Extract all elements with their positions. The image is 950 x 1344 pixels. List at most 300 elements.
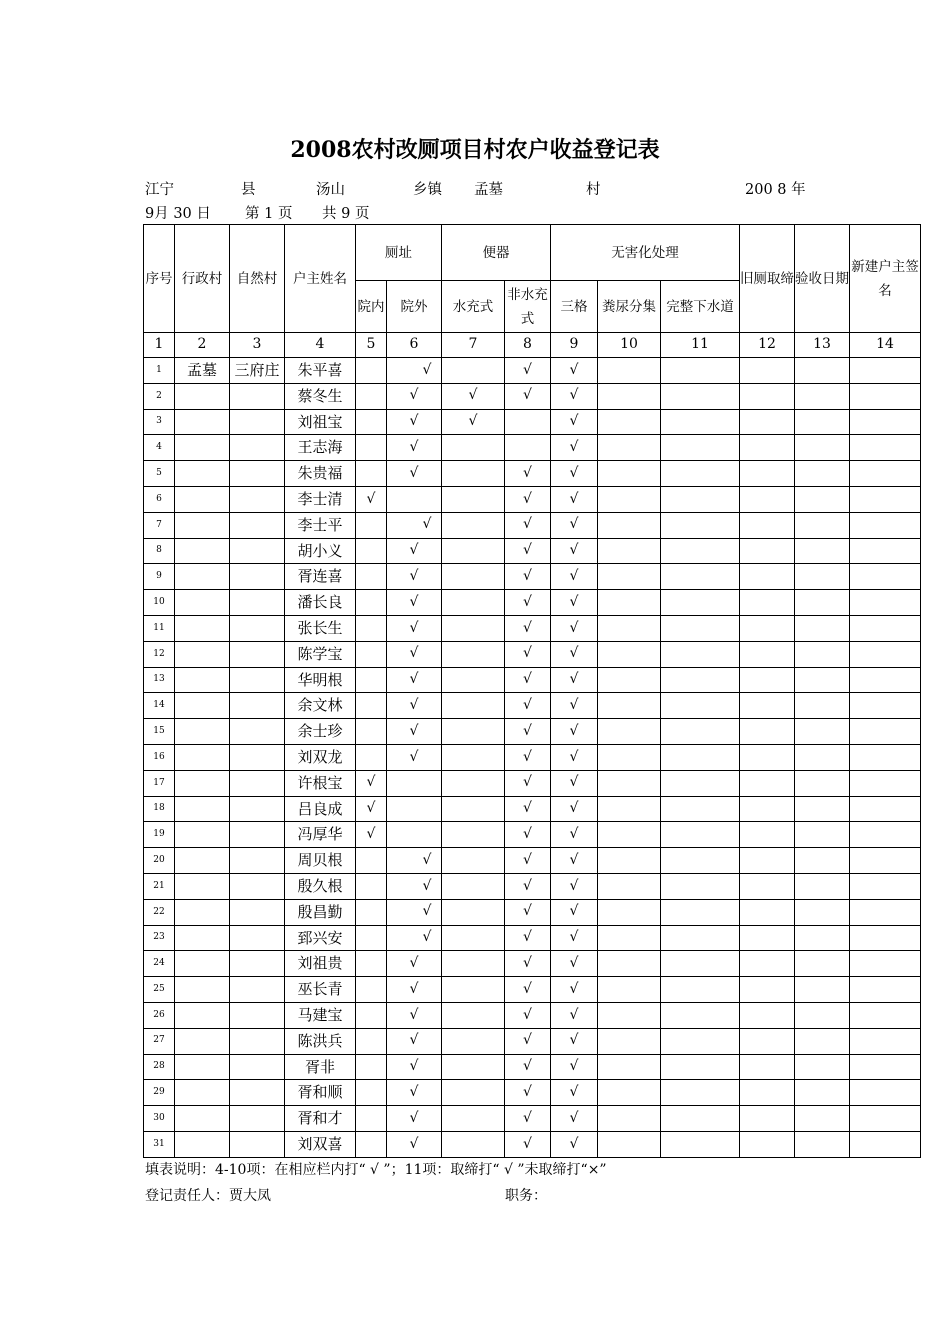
flush-cell	[442, 899, 505, 925]
non-flush-cell: √	[505, 848, 551, 874]
owner-name-cell: 朱平喜	[285, 358, 356, 384]
natural-village-cell	[230, 1002, 285, 1028]
sewer-cell	[661, 486, 740, 512]
admin-village-cell	[175, 719, 230, 745]
signature-cell	[850, 822, 921, 848]
urine-separation-cell	[598, 564, 661, 590]
old-toilet-removed-cell	[740, 796, 795, 822]
urine-separation-cell	[598, 1054, 661, 1080]
old-toilet-removed-cell	[740, 512, 795, 538]
natural-village-cell	[230, 1106, 285, 1132]
table-row	[144, 925, 921, 951]
table-row	[144, 358, 921, 384]
row-number: 15	[144, 719, 175, 745]
non-flush-cell: √	[505, 1080, 551, 1106]
flush-cell	[442, 770, 505, 796]
signature-cell	[850, 486, 921, 512]
three-cell-cell: √	[551, 770, 598, 796]
table-row	[144, 538, 921, 564]
owner-name-cell: 胥和顺	[285, 1080, 356, 1106]
admin-village-cell	[175, 590, 230, 616]
old-toilet-removed-cell	[740, 822, 795, 848]
old-toilet-removed-cell	[740, 977, 795, 1003]
old-toilet-removed-cell	[740, 1131, 795, 1157]
toilet-outside-cell: √	[387, 1080, 442, 1106]
signature-cell	[850, 435, 921, 461]
non-flush-cell: √	[505, 1002, 551, 1028]
header-admin-village: 行政村	[175, 225, 230, 333]
header-owner-name: 户主姓名	[285, 225, 356, 333]
natural-village-cell	[230, 409, 285, 435]
natural-village-cell	[230, 512, 285, 538]
admin-village-cell	[175, 899, 230, 925]
table-row	[144, 719, 921, 745]
signature-cell	[850, 564, 921, 590]
header-acceptance-date: 验收日期	[795, 225, 850, 333]
acceptance-date-cell	[795, 538, 850, 564]
flush-cell	[442, 925, 505, 951]
urine-separation-cell	[598, 615, 661, 641]
non-flush-cell: √	[505, 719, 551, 745]
urine-separation-cell	[598, 358, 661, 384]
row-number: 9	[144, 564, 175, 590]
natural-village-cell	[230, 744, 285, 770]
column-number: 10	[598, 333, 661, 358]
toilet-outside-cell: √	[387, 615, 442, 641]
row-number: 13	[144, 667, 175, 693]
owner-name-cell: 余士珍	[285, 719, 356, 745]
signature-cell	[850, 1054, 921, 1080]
date-text: 9月 30 日	[145, 206, 211, 222]
toilet-outside-cell: √	[387, 951, 442, 977]
toilet-outside-cell: √	[387, 538, 442, 564]
admin-village-cell	[175, 564, 230, 590]
old-toilet-removed-cell	[740, 744, 795, 770]
sewer-cell	[661, 1080, 740, 1106]
toilet-outside-cell	[387, 770, 442, 796]
toilet-inside-cell: √	[356, 796, 387, 822]
signature-cell	[850, 461, 921, 487]
acceptance-date-cell	[795, 409, 850, 435]
toilet-inside-cell	[356, 951, 387, 977]
table-row	[144, 822, 921, 848]
signature-cell	[850, 744, 921, 770]
old-toilet-removed-cell	[740, 719, 795, 745]
natural-village-cell: 三府庄	[230, 358, 285, 384]
admin-village-cell	[175, 486, 230, 512]
sewer-cell	[661, 899, 740, 925]
natural-village-cell	[230, 383, 285, 409]
non-flush-cell	[505, 435, 551, 461]
flush-cell	[442, 873, 505, 899]
sewer-cell	[661, 383, 740, 409]
urine-separation-cell	[598, 770, 661, 796]
sewer-cell	[661, 358, 740, 384]
owner-name-cell: 潘长良	[285, 590, 356, 616]
row-number: 25	[144, 977, 175, 1003]
header-toilet-inside: 院内	[356, 281, 387, 333]
urine-separation-cell	[598, 693, 661, 719]
signature-cell	[850, 1080, 921, 1106]
toilet-outside-cell	[387, 796, 442, 822]
non-flush-cell: √	[505, 512, 551, 538]
admin-village-cell	[175, 822, 230, 848]
toilet-inside-cell	[356, 848, 387, 874]
old-toilet-removed-cell	[740, 873, 795, 899]
row-number: 6	[144, 486, 175, 512]
signature-cell	[850, 641, 921, 667]
signature-cell	[850, 848, 921, 874]
toilet-outside-cell: √	[387, 512, 442, 538]
flush-cell	[442, 977, 505, 1003]
header-flush-type: 水充式	[442, 281, 505, 333]
old-toilet-removed-cell	[740, 409, 795, 435]
table-row	[144, 383, 921, 409]
header-old-toilet-removed: 旧厕取缔	[740, 225, 795, 333]
three-cell-cell: √	[551, 899, 598, 925]
old-toilet-removed-cell	[740, 615, 795, 641]
flush-cell: √	[442, 383, 505, 409]
acceptance-date-cell	[795, 435, 850, 461]
sewer-cell	[661, 590, 740, 616]
three-cell-cell: √	[551, 925, 598, 951]
admin-village-cell	[175, 796, 230, 822]
non-flush-cell: √	[505, 822, 551, 848]
acceptance-date-cell	[795, 486, 850, 512]
toilet-outside-cell: √	[387, 564, 442, 590]
column-number: 4	[285, 333, 356, 358]
flush-cell	[442, 744, 505, 770]
table-row	[144, 693, 921, 719]
admin-village-cell	[175, 538, 230, 564]
owner-name-cell: 吕良成	[285, 796, 356, 822]
column-number-row	[144, 333, 921, 358]
old-toilet-removed-cell	[740, 848, 795, 874]
three-cell-cell: √	[551, 848, 598, 874]
table-row	[144, 1131, 921, 1157]
toilet-inside-cell	[356, 538, 387, 564]
toilet-inside-cell	[356, 1131, 387, 1157]
flush-cell	[442, 538, 505, 564]
urine-separation-cell	[598, 1002, 661, 1028]
acceptance-date-cell	[795, 358, 850, 384]
acceptance-date-cell	[795, 1002, 850, 1028]
flush-cell	[442, 1028, 505, 1054]
natural-village-cell	[230, 538, 285, 564]
registrar: 登记责任人：贾大凤	[145, 1188, 271, 1204]
signature-cell	[850, 1106, 921, 1132]
owner-name-cell: 李士平	[285, 512, 356, 538]
natural-village-cell	[230, 951, 285, 977]
urine-separation-cell	[598, 409, 661, 435]
owner-name-cell: 刘祖宝	[285, 409, 356, 435]
flush-cell	[442, 1054, 505, 1080]
sewer-cell	[661, 925, 740, 951]
sewer-cell	[661, 667, 740, 693]
table-row	[144, 1106, 921, 1132]
toilet-inside-cell	[356, 977, 387, 1003]
sewer-cell	[661, 409, 740, 435]
owner-name-cell: 张长生	[285, 615, 356, 641]
village-label: 村	[586, 182, 601, 198]
row-number: 24	[144, 951, 175, 977]
row-number: 17	[144, 770, 175, 796]
old-toilet-removed-cell	[740, 358, 795, 384]
non-flush-cell: √	[505, 951, 551, 977]
row-number: 29	[144, 1080, 175, 1106]
column-number: 5	[356, 333, 387, 358]
row-number: 20	[144, 848, 175, 874]
signature-cell	[850, 1002, 921, 1028]
sewer-cell	[661, 951, 740, 977]
acceptance-date-cell	[795, 796, 850, 822]
urine-separation-cell	[598, 873, 661, 899]
row-number: 16	[144, 744, 175, 770]
old-toilet-removed-cell	[740, 899, 795, 925]
urine-separation-cell	[598, 667, 661, 693]
toilet-inside-cell	[356, 641, 387, 667]
owner-name-cell: 郅兴安	[285, 925, 356, 951]
column-number: 11	[661, 333, 740, 358]
sewer-cell	[661, 1002, 740, 1028]
three-cell-cell: √	[551, 1131, 598, 1157]
old-toilet-removed-cell	[740, 1002, 795, 1028]
sewer-cell	[661, 1028, 740, 1054]
toilet-inside-cell	[356, 358, 387, 384]
sewer-cell	[661, 1131, 740, 1157]
sewer-cell	[661, 977, 740, 1003]
flush-cell	[442, 461, 505, 487]
toilet-inside-cell	[356, 873, 387, 899]
village-name: 孟墓	[474, 182, 503, 198]
three-cell-cell: √	[551, 512, 598, 538]
urine-separation-cell	[598, 461, 661, 487]
three-cell-cell: √	[551, 486, 598, 512]
natural-village-cell	[230, 848, 285, 874]
non-flush-cell: √	[505, 641, 551, 667]
admin-village-cell	[175, 667, 230, 693]
signature-cell	[850, 512, 921, 538]
non-flush-cell: √	[505, 873, 551, 899]
flush-cell	[442, 615, 505, 641]
row-number: 18	[144, 796, 175, 822]
row-number: 3	[144, 409, 175, 435]
three-cell-cell: √	[551, 977, 598, 1003]
row-number: 19	[144, 822, 175, 848]
urine-separation-cell	[598, 951, 661, 977]
signature-cell	[850, 590, 921, 616]
signature-cell	[850, 615, 921, 641]
toilet-outside-cell: √	[387, 744, 442, 770]
urine-separation-cell	[598, 435, 661, 461]
old-toilet-removed-cell	[740, 770, 795, 796]
toilet-outside-cell: √	[387, 409, 442, 435]
three-cell-cell: √	[551, 641, 598, 667]
toilet-inside-cell	[356, 719, 387, 745]
row-number: 7	[144, 512, 175, 538]
admin-village-cell	[175, 1028, 230, 1054]
table-row	[144, 848, 921, 874]
signature-cell	[850, 1028, 921, 1054]
toilet-inside-cell	[356, 590, 387, 616]
acceptance-date-cell	[795, 1131, 850, 1157]
page-number: 第 1 页	[245, 206, 293, 222]
year-text: 200 8 年	[745, 182, 806, 198]
toilet-inside-cell	[356, 435, 387, 461]
natural-village-cell	[230, 1028, 285, 1054]
toilet-inside-cell	[356, 1002, 387, 1028]
toilet-outside-cell: √	[387, 1054, 442, 1080]
column-number: 7	[442, 333, 505, 358]
natural-village-cell	[230, 590, 285, 616]
toilet-outside-cell	[387, 822, 442, 848]
toilet-inside-cell	[356, 1080, 387, 1106]
owner-name-cell: 冯厚华	[285, 822, 356, 848]
owner-name-cell: 华明根	[285, 667, 356, 693]
acceptance-date-cell	[795, 461, 850, 487]
row-number: 10	[144, 590, 175, 616]
flush-cell	[442, 641, 505, 667]
natural-village-cell	[230, 1054, 285, 1080]
natural-village-cell	[230, 435, 285, 461]
acceptance-date-cell	[795, 899, 850, 925]
toilet-outside-cell: √	[387, 719, 442, 745]
admin-village-cell	[175, 409, 230, 435]
sewer-cell	[661, 719, 740, 745]
flush-cell	[442, 951, 505, 977]
toilet-outside-cell: √	[387, 977, 442, 1003]
non-flush-cell: √	[505, 1106, 551, 1132]
owner-name-cell: 殷久根	[285, 873, 356, 899]
natural-village-cell	[230, 899, 285, 925]
owner-name-cell: 巫长青	[285, 977, 356, 1003]
urine-separation-cell	[598, 590, 661, 616]
flush-cell	[442, 358, 505, 384]
urine-separation-cell	[598, 899, 661, 925]
acceptance-date-cell	[795, 1054, 850, 1080]
natural-village-cell	[230, 667, 285, 693]
row-number: 28	[144, 1054, 175, 1080]
non-flush-cell: √	[505, 383, 551, 409]
row-number: 27	[144, 1028, 175, 1054]
old-toilet-removed-cell	[740, 383, 795, 409]
toilet-inside-cell	[356, 1028, 387, 1054]
old-toilet-removed-cell	[740, 925, 795, 951]
non-flush-cell: √	[505, 486, 551, 512]
toilet-outside-cell: √	[387, 590, 442, 616]
table-row	[144, 1054, 921, 1080]
three-cell-cell: √	[551, 590, 598, 616]
non-flush-cell: √	[505, 744, 551, 770]
sewer-cell	[661, 641, 740, 667]
three-cell-cell: √	[551, 615, 598, 641]
acceptance-date-cell	[795, 719, 850, 745]
sewer-cell	[661, 1054, 740, 1080]
admin-village-cell: 孟墓	[175, 358, 230, 384]
toilet-inside-cell	[356, 1106, 387, 1132]
flush-cell	[442, 564, 505, 590]
natural-village-cell	[230, 486, 285, 512]
header-owner-signature: 新建户主签名	[850, 225, 921, 333]
header-harmless-treatment: 无害化处理	[551, 225, 740, 281]
row-number: 8	[144, 538, 175, 564]
owner-name-cell: 胥和才	[285, 1106, 356, 1132]
header-urine-separation: 粪尿分集	[598, 281, 661, 333]
urine-separation-cell	[598, 848, 661, 874]
toilet-outside-cell: √	[387, 848, 442, 874]
sewer-cell	[661, 564, 740, 590]
non-flush-cell: √	[505, 590, 551, 616]
natural-village-cell	[230, 641, 285, 667]
old-toilet-removed-cell	[740, 435, 795, 461]
natural-village-cell	[230, 873, 285, 899]
acceptance-date-cell	[795, 667, 850, 693]
county-name: 江宁	[145, 182, 174, 198]
row-number: 2	[144, 383, 175, 409]
signature-cell	[850, 1131, 921, 1157]
toilet-outside-cell: √	[387, 899, 442, 925]
non-flush-cell: √	[505, 1028, 551, 1054]
old-toilet-removed-cell	[740, 951, 795, 977]
toilet-outside-cell	[387, 486, 442, 512]
three-cell-cell: √	[551, 1054, 598, 1080]
old-toilet-removed-cell	[740, 486, 795, 512]
admin-village-cell	[175, 770, 230, 796]
owner-name-cell: 刘祖贵	[285, 951, 356, 977]
old-toilet-removed-cell	[740, 1106, 795, 1132]
column-number: 8	[505, 333, 551, 358]
header-toilet-outside: 院外	[387, 281, 442, 333]
acceptance-date-cell	[795, 951, 850, 977]
table-row	[144, 1080, 921, 1106]
header-toilet-bowl: 便器	[442, 225, 551, 281]
table-row	[144, 409, 921, 435]
admin-village-cell	[175, 383, 230, 409]
column-number: 12	[740, 333, 795, 358]
row-number: 4	[144, 435, 175, 461]
owner-name-cell: 胥非	[285, 1054, 356, 1080]
owner-name-cell: 胥连喜	[285, 564, 356, 590]
column-number: 3	[230, 333, 285, 358]
acceptance-date-cell	[795, 1080, 850, 1106]
page-total: 共 9 页	[322, 206, 370, 222]
owner-name-cell: 刘双龙	[285, 744, 356, 770]
table-row	[144, 667, 921, 693]
old-toilet-removed-cell	[740, 641, 795, 667]
signature-cell	[850, 873, 921, 899]
toilet-inside-cell	[356, 512, 387, 538]
three-cell-cell: √	[551, 744, 598, 770]
non-flush-cell: √	[505, 667, 551, 693]
column-number: 14	[850, 333, 921, 358]
header-three-cell: 三格	[551, 281, 598, 333]
natural-village-cell	[230, 977, 285, 1003]
table-row	[144, 1002, 921, 1028]
flush-cell	[442, 1002, 505, 1028]
flush-cell	[442, 1106, 505, 1132]
acceptance-date-cell	[795, 977, 850, 1003]
old-toilet-removed-cell	[740, 667, 795, 693]
urine-separation-cell	[598, 1080, 661, 1106]
urine-separation-cell	[598, 383, 661, 409]
natural-village-cell	[230, 615, 285, 641]
admin-village-cell	[175, 512, 230, 538]
toilet-outside-cell: √	[387, 925, 442, 951]
flush-cell	[442, 822, 505, 848]
acceptance-date-cell	[795, 873, 850, 899]
old-toilet-removed-cell	[740, 1028, 795, 1054]
urine-separation-cell	[598, 1028, 661, 1054]
